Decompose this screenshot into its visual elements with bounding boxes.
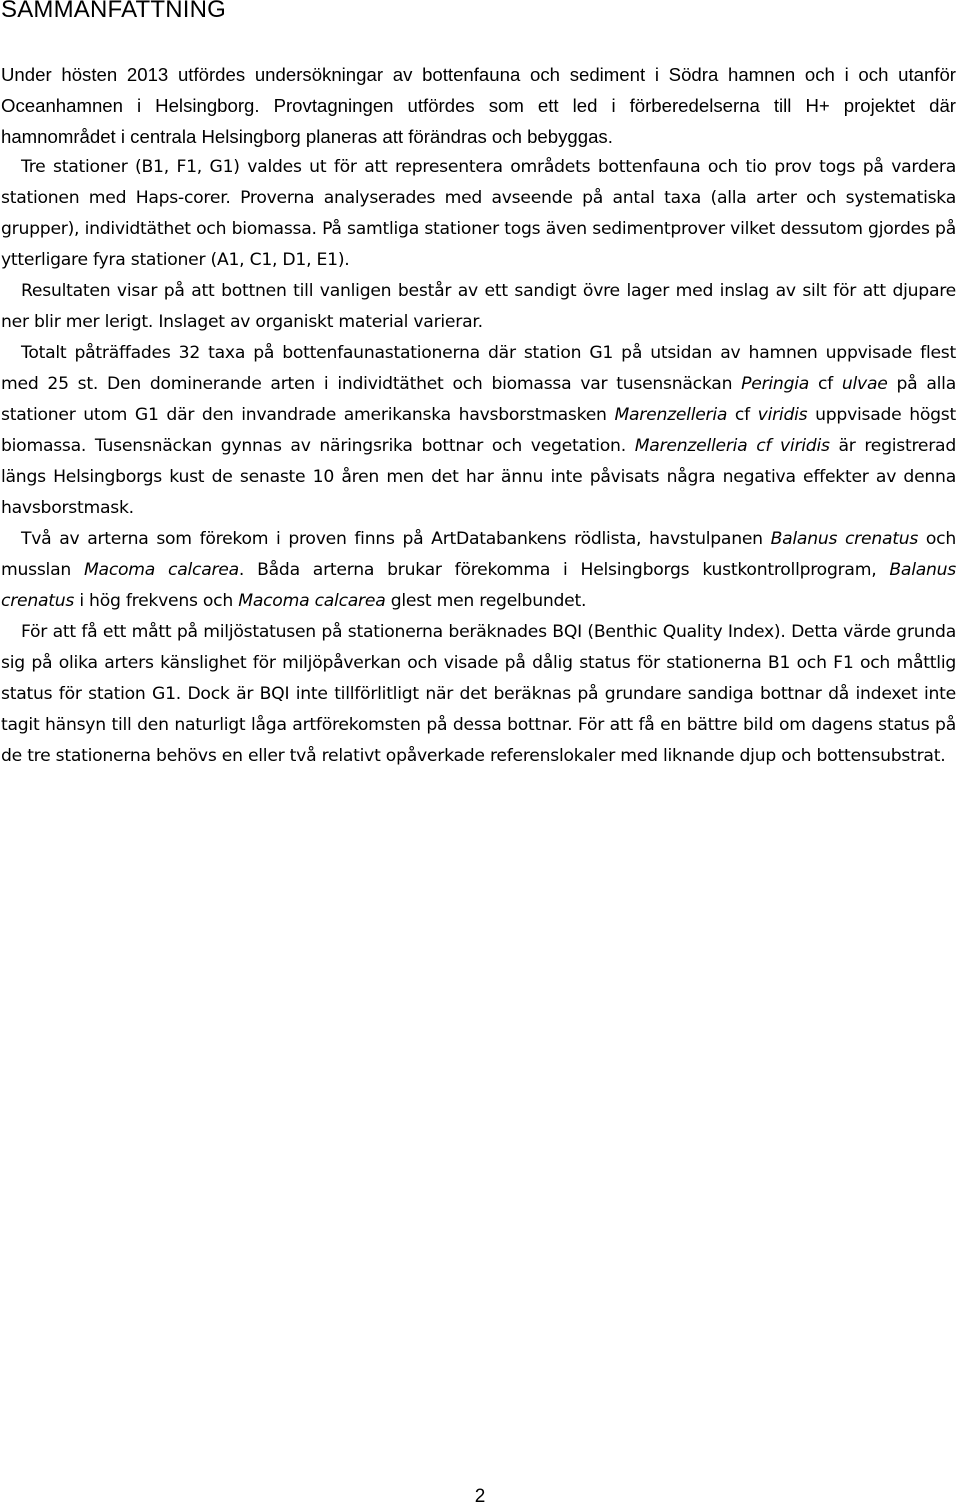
text-run: i hög frekvens och (74, 591, 239, 611)
text-run: och musslan (1, 529, 956, 580)
species-name: Macoma calcarea (238, 591, 386, 611)
text-run: För att få ett mått på miljöstatusen på stationerna beräknades BQI (Benthic Quality Index). Detta värde grunda sig på olika arters känslighet för miljöpåverkan och visade på dålig status för stationerna B1 och F1 och måttlig status för station G1. Dock är BQI inte tillförlitligt när det beräknas på grundare sandiga bottnar då indexet inte tagit hänsyn till den naturligt låga artförekomsten på dessa bottnar. För att få en bättre bild om dagens status på de tre stationerna behövs en eller två relativt opåverkade referenslokaler med liknande djup och bottensubstrat. (1, 622, 956, 766)
species-name: Peringia (741, 374, 810, 394)
text-run: uppvisade högst biomassa. Tusensnäckan gynnas av näringsrika bottnar och vegetation. (1, 405, 956, 456)
text-run: Resultaten visar på att bottnen till vanligen består av ett sandigt övre lager med inslag av silt för att djupare ner blir mer lerigt. Inslaget av organiskt material varierar. (1, 281, 956, 332)
text-run: är registrerad längs Helsingborgs kust de senaste 10 åren men det har ännu inte påvisats några negativa effekter av denna havsborstmask. (1, 436, 956, 518)
text-run: Tre stationer (B1, F1, G1) valdes ut för att representera områdets bottenfauna och tio prov togs på vardera stationen med Haps-corer. Proverna analyserades med avseende på antal taxa (alla arter och systematiska grupper), individtäthet och biomassa. På samtliga stationer togs även sedimentprover vilket dessutom gjordes på ytterligare fyra stationer (A1, C1, D1, E1). (1, 157, 956, 270)
text-run: Totalt påträffades 32 taxa på bottenfaunastationerna där station G1 på utsidan av hamnen uppvisade flest med 25 st. Den dominerande arten i individtäthet och biomassa var tusensnäckan (1, 343, 956, 394)
page-number: 2 (474, 1486, 486, 1507)
text-run: på alla stationer utom G1 där den invandrade amerikanska havsborstmasken (1, 374, 956, 425)
species-name: viridis (757, 405, 808, 425)
species-name: Marenzelleria cf viridis (634, 436, 830, 456)
paragraph (1, 338, 956, 524)
text-run: . Båda arterna brukar förekomma i Helsingborgs kustkontrollprogram, (238, 560, 890, 580)
text-run: cf (809, 374, 842, 394)
species-name: Marenzelleria (614, 405, 728, 425)
paragraph (1, 59, 956, 152)
species-name: Macoma calcarea (83, 560, 239, 580)
paragraph (1, 276, 956, 338)
text-run: glest men regelbundet. (385, 591, 587, 611)
document-body (1, 59, 956, 772)
species-name: Balanus crenatus (1, 560, 956, 611)
species-name: Balanus crenatus (770, 529, 919, 549)
text-run: Två av arterna som förekom i proven finns på ArtDatabankens rödlista, havstulpanen (21, 529, 771, 549)
paragraph (1, 617, 956, 772)
page-title: SAMMANFATTNING (1, 0, 227, 23)
paragraph (1, 152, 956, 276)
text-run: Under hösten 2013 utfördes undersökningar av bottenfauna och sediment i Södra hamnen och i och utanför Oceanhamnen i Helsingborg. Provtagningen utfördes som ett led i förberedelserna till H+ projektet där hamnområdet i centrala Helsingborg planeras att förändras och bebyggas. (1, 64, 956, 147)
text-run: cf (727, 405, 758, 425)
paragraph (1, 524, 956, 617)
species-name: ulvae (841, 374, 888, 394)
